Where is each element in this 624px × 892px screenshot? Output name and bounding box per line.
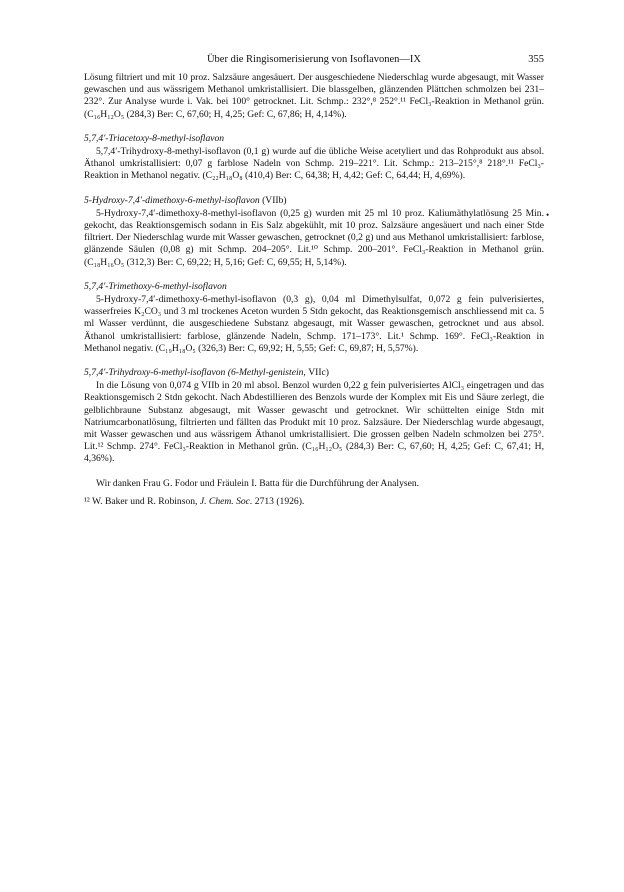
footnote-reference: 2713 (1926). — [254, 495, 305, 507]
paragraph-trimethoxy: 5-Hydroxy-7,4′-dimethoxy-6-methyl-isoflavon (0,3 g), 0,04 ml Dimethylsulfat, 0,072 g fein pulverisiertes, wasserfreies K₂CO₃ und 3 ml trockenes Aceton wurden 5 Stdn gekocht, das Reaktionsgemisch anschliessend mit ca. 5 ml Wasser verdünnt, die ausgeschiedene Substanz abgesaugt, mit Wasser gewaschen, getrocknet und aus absol. Äthanol umkristallisiert: farblose, glänzende Nadeln, Schmp. 171–173°. Lit.¹ Schmp. 169°. FeCl₃-Reaktion in Methanol negativ. (C₁₉H₁₈O₅ (326,3) Ber: C, 69,92; H, 5,55; Gef: C, 69,87; H, 5,57%). — [84, 294, 544, 354]
acknowledgement: Wir danken Frau G. Fodor und Fräulein I. Batta für die Durchführung der Analysen. — [96, 477, 420, 489]
paragraph-triacetoxy: 5,7,4′-Trihydroxy-8-methyl-isoflavon (0,1 g) wurde auf die übliche Weise acetyliert und das Rohprodukt aus absol. Äthanol umkristallisiert: 0,07 g farblose Nadeln von Schmp. 219–221°. Lit. Schmp.: 213–215°,⁸ 218°.¹¹ FeCl₃-Reaktion in Methanol negativ. (C₂₂H₁₈O₈ (410,4) Ber: C, 64,38; H, 4,42; Gef: C, 64,44; H, 4,69%). — [84, 146, 544, 182]
heading-trihydroxy — [84, 367, 544, 379]
footnote — [84, 496, 544, 508]
heading-hydroxy-dimethoxy — [84, 195, 544, 207]
running-title: Über die Ringisomerisierung von Isoflavonen—IX — [206, 54, 422, 65]
page-number: 355 — [528, 54, 544, 65]
heading-triacetoxy — [84, 133, 544, 145]
margin-mark: • — [546, 210, 550, 220]
running-header — [84, 54, 544, 66]
spacer — [84, 466, 544, 478]
footnote-journal: J. Chem. Soc. — [199, 495, 253, 507]
paragraph-continuation: Lösung filtriert und mit 10 proz. Salzsäure angesäuert. Der ausgeschiedene Niederschlag wurde abgesaugt, mit Wasser gewaschen und aus wässrigem Methanol umkristallisiert. Die blassgelben, glänzenden Plättchen schmolzen bei 231–232°. Zur Analyse wurde i. Vak. bei 100° getrocknet. Lit. Schmp.: 232°,⁸ 252°.¹¹ FeCl₃-Reaktion in Methanol grün. (C₁₆H₁₂O₅ (284,3) Ber: C, 67,60; H, 4,25; Gef: C, 67,86; H, 4,14%). — [84, 72, 544, 120]
heading-trimethoxy-text: 5,7,4′-Trimethoxy-6-methyl-isoflavon — [84, 280, 227, 292]
heading-trihydroxy-text: 5,7,4′-Trihydroxy-6-methyl-isoflavon (6-Methyl-genistein, — [84, 367, 306, 379]
article-body — [84, 72, 544, 508]
heading-trihydroxy-tag: VIIc) — [308, 367, 329, 379]
heading-hydroxy-dimethoxy-text: 5-Hydroxy-7,4′-dimethoxy-6-methyl-isoflavon — [84, 194, 260, 206]
paragraph-trihydroxy: In die Lösung von 0,074 g VIIb in 20 ml absol. Benzol wurden 0,22 g fein pulverisiertes AlCl₃ eingetragen und das Reaktionsgemisch 2 Stdn gekocht. Nach Abdestillieren des Benzols wurde der Komplex mit Eis und Säure zerlegt, die gelblichbraune Substanz abgesaugt, mit Wasser gewascht und getrocknet. Wir schüttelten einige Stdn mit Natriumcarbonatlösung, filtrierten und fällten das Produkt mit 10 proz. Salzsäure. Der Niederschlag wurde abgesaugt, mit Wasser gewaschen und aus wässrigem Äthanol umkristallisiert. Die grossen gelben Nadeln schmolzen bei 275°. Lit.¹² Schmp. 274°. FeCl₃-Reaktion in Methanol grün. (C₁₆H₁₂O₅ (284,3) Ber: C, 67,60; H, 4,25; Gef: C, 67,41; H, 4,36%). — [84, 380, 544, 465]
heading-trimethoxy — [84, 281, 544, 293]
paragraph-hydroxy-dimethoxy: 5-Hydroxy-7,4′-dimethoxy-8-methyl-isoflavon (0,25 g) wurden mit 25 ml 10 proz. Kaliumäthylatlösung 25 Min. gekocht, das Reaktionsgemisch sodann in Eis Salz abgekühlt, mit 10 proz. Salzsäure angesäuert und nach einer Stde filtriert. Der Niederschlag wurde mit Wasser gewaschen, getrocknet (0,2 g) und aus Methanol umkristallisiert: farblose, glänzende Säulen (0,08 g) mit Schmp. 204–205°. Lit.¹⁰ Schmp. 200–201°. FeCl₃-Reaktion in Methanol grün. (C₁₈H₁₆O₅ (312,3) Ber: C, 69,22; H, 5,16; Gef: C, 69,55; H, 5,14%). — [84, 207, 544, 268]
heading-triacetoxy-text: 5,7,4′-Triacetoxy-8-methyl-isoflavon — [84, 132, 225, 144]
footnote-authors: W. Baker und R. Robinson, — [92, 495, 198, 507]
footnote-number: ¹² — [84, 495, 90, 507]
heading-hydroxy-dimethoxy-tag: (VIIb) — [262, 194, 287, 206]
